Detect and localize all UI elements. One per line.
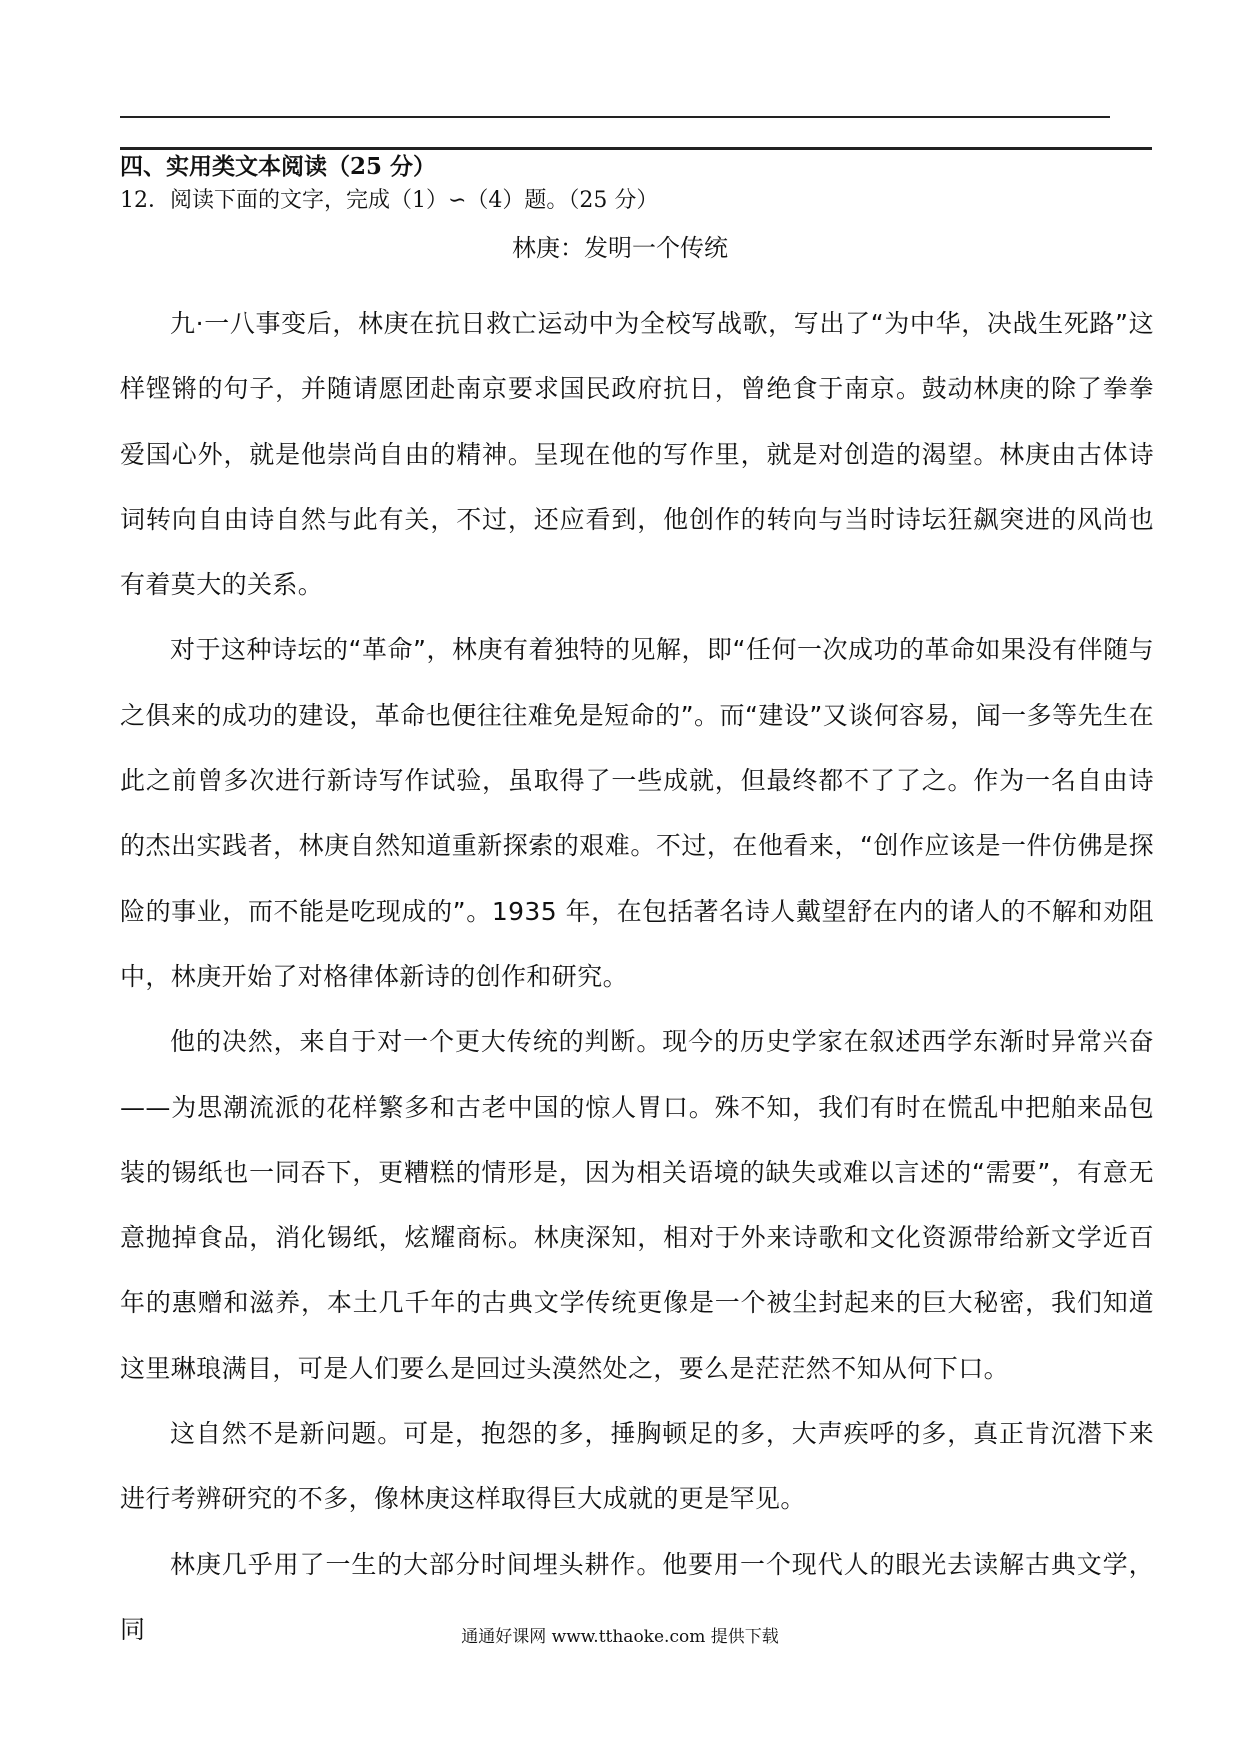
article-paragraph: 他的决然，来自于对一个更大传统的判断。现今的历史学家在叙述西学东渐时异常兴奋——为思潮流派的花样繁多和古老中国的惊人胃口。殊不知，我们有时在慌乱中把舶来品包装的锡纸也一同吞下，更糟糕的情形是，因为相关语境的缺失或难以言述的“需要”，有意无意抛掉食品，消化锡纸，炫耀商标。林庚深知，相对于外来诗歌和文化资源带给新文学近百年的惠赠和滋养，本土几千年的古典文学传统更像是一个被尘封起来的巨大秘密，我们知道这里琳琅满目，可是人们要么是回过头漠然处之，要么是茫茫然不知从何下口。 bbox=[120, 1027, 1154, 1383]
section-heading: 四、实用类文本阅读（25 分） bbox=[120, 153, 437, 180]
article-body bbox=[120, 291, 1154, 1662]
article-paragraph: 九·一八事变后，林庚在抗日救亡运动中为全校写战歌，写出了“为中华，决战生死路”这样铿锵的句子，并随请愿团赴南京要求国民政府抗日，曾绝食于南京。鼓动林庚的除了拳拳爱国心外，就是他崇尚自由的精神。呈现在他的写作里，就是对创造的渴望。林庚由古体诗词转向自由诗自然与此有关，不过，还应看到，他创作的转向与当时诗坛狂飙突进的风尚也有着莫大的关系。 bbox=[120, 309, 1154, 600]
top-rule bbox=[120, 116, 1110, 118]
article-paragraph: 林庚几乎用了一生的大部分时间埋头耕作。他要用一个现代人的眼光去读解古典文学，同 bbox=[120, 1549, 1154, 1644]
article-title: 林庚：发明一个传统 bbox=[512, 234, 728, 262]
article-paragraph: 这自然不是新问题。可是，抱怨的多，捶胸顿足的多，大声疾呼的多，真正肯沉潜下来进行考辨研究的不多，像林庚这样取得巨大成就的更是罕见。 bbox=[120, 1419, 1154, 1514]
page-footer: 通通好课网 www.tthaoke.com 提供下载 bbox=[461, 1627, 779, 1647]
article-paragraph: 对于这种诗坛的“革命”，林庚有着独特的见解，即“任何一次成功的革命如果没有伴随与之俱来的成功的建设，革命也便往往难免是短命的”。而“建设”又谈何容易，闻一多等先生在此之前曾多次进行新诗写作试验，虽取得了一些成就，但最终都不了了之。作为一名自由诗的杰出实践者，林庚自然知道重新探索的艰难。不过，在他看来，“创作应该是一件仿佛是探险的事业，而不能是吃现成的”。1935 年，在包括著名诗人戴望舒在内的诸人的不解和劝阻中，林庚开始了对格律体新诗的创作和研究。 bbox=[120, 635, 1154, 991]
question-prompt: 12．阅读下面的文字，完成（1）∽（4）题。（25 分） bbox=[120, 188, 659, 213]
